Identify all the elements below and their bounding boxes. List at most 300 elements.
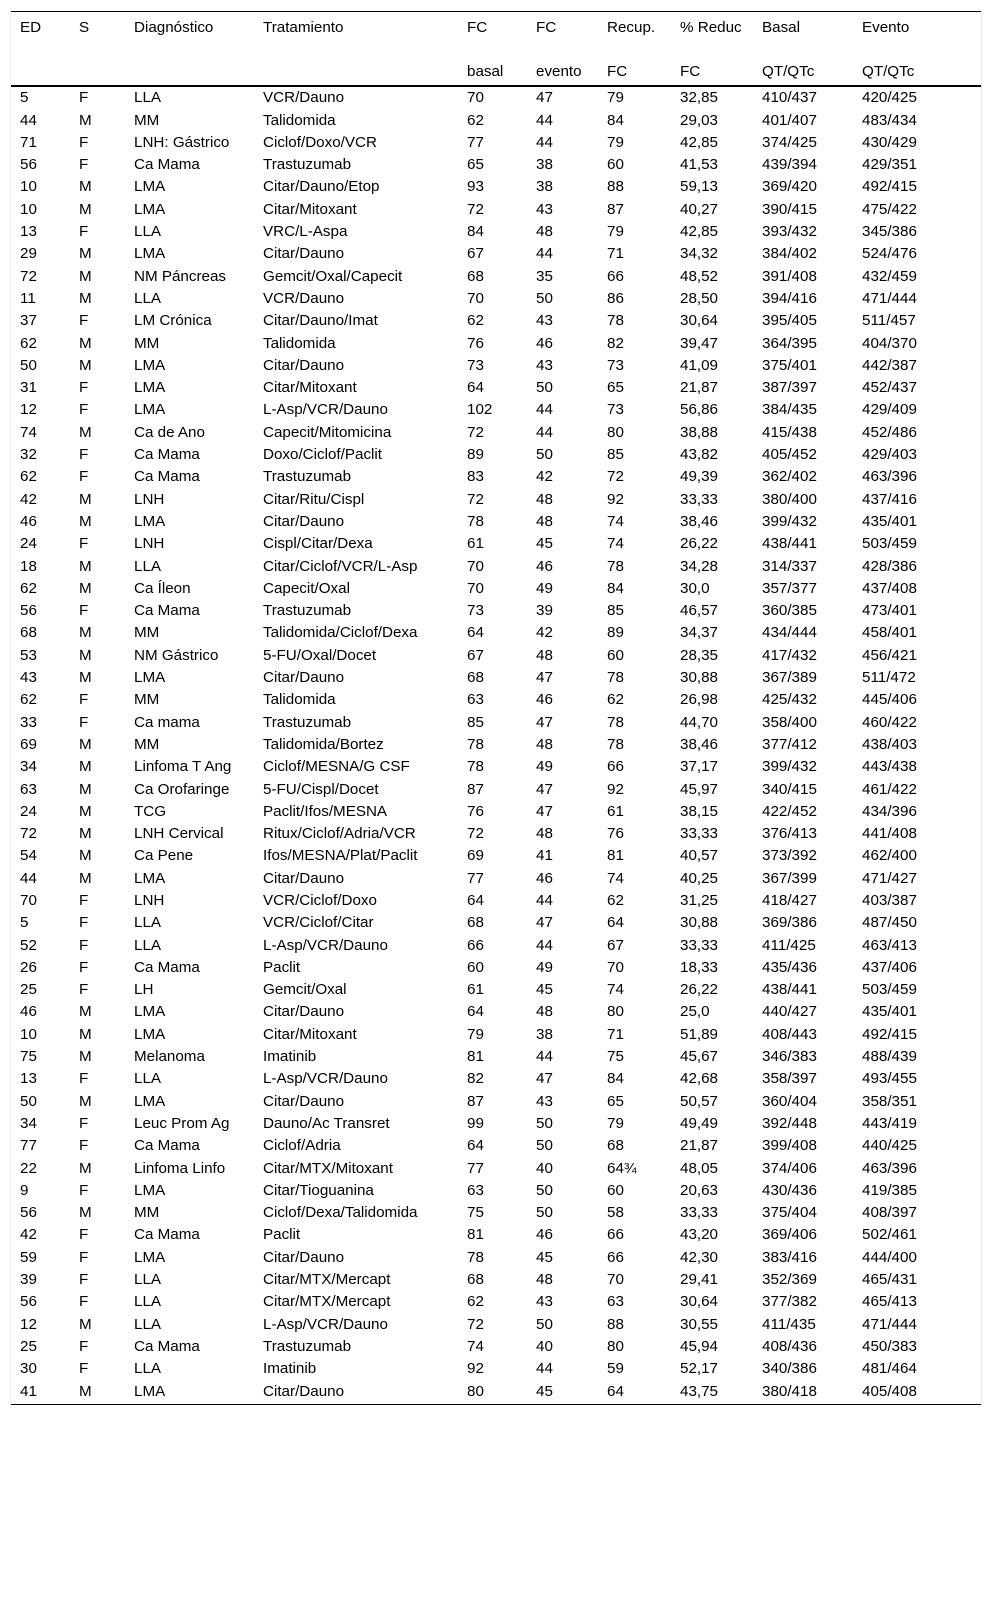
cell-sex: F [79, 1293, 89, 1311]
column-header-age: ED [11, 12, 70, 59]
table-row [11, 333, 981, 355]
cell-qt-event: 488/439 [862, 1048, 917, 1066]
cell-treatment: Citar/Ciclof/VCR/L-Asp [263, 557, 418, 575]
cell-age: 72 [20, 825, 37, 843]
cell-hr-event: 43 [536, 1092, 553, 1110]
cell-sex: F [79, 602, 89, 620]
cell-hr-reduction: 33,33 [680, 936, 719, 954]
cell-diagnosis: LLA [134, 89, 162, 107]
table-row [11, 845, 981, 867]
cell-hr-recovery: 85 [607, 602, 624, 620]
cell-hr-basal: 63 [467, 1181, 484, 1199]
cell-qt-basal: 438/441 [762, 981, 817, 999]
cell-sex: M [79, 1048, 92, 1066]
cell-age: 37 [20, 312, 37, 330]
cell-treatment: Citar/MTX/Mercapt [263, 1293, 391, 1311]
cell-hr-reduction: 41,09 [680, 356, 719, 374]
cell-diagnosis: LLA [134, 1360, 162, 1378]
cell-qt-event: 462/400 [862, 847, 917, 865]
cell-hr-recovery: 73 [607, 401, 624, 419]
cell-diagnosis: MM [134, 111, 160, 129]
cell-hr-reduction: 38,46 [680, 735, 719, 753]
cell-qt-event: 442/387 [862, 356, 917, 374]
cell-hr-event: 50 [536, 1181, 553, 1199]
table-row [11, 310, 981, 332]
table-body [11, 86, 981, 1404]
cell-hr-basal: 70 [467, 89, 484, 107]
cell-hr-basal: 62 [467, 111, 484, 129]
cell-age: 22 [20, 1159, 37, 1177]
cell-age: 29 [20, 245, 37, 263]
cell-age: 46 [20, 512, 37, 530]
cell-sex: M [79, 646, 92, 664]
cell-qt-basal: 391/408 [762, 267, 817, 285]
cell-hr-reduction: 31,25 [680, 891, 719, 909]
cell-qt-event: 432/459 [862, 267, 917, 285]
cell-diagnosis: MM [134, 691, 160, 709]
cell-diagnosis: LMA [134, 869, 166, 887]
cell-hr-reduction: 20,63 [680, 1181, 719, 1199]
cell-age: 74 [20, 423, 37, 441]
cell-hr-recovery: 74 [607, 512, 624, 530]
cell-sex: M [79, 423, 92, 441]
cell-treatment: VCR/Ciclof/Citar [263, 914, 374, 932]
cell-hr-basal: 62 [467, 1293, 484, 1311]
cell-hr-recovery: 80 [607, 1003, 624, 1021]
cell-diagnosis: LMA [125, 1381, 254, 1405]
cell-age: 5 [20, 914, 29, 932]
cell-sex: M [79, 557, 92, 575]
cell-diagnosis: Ca Mama [134, 1137, 200, 1155]
cell-qt-basal: 357/377 [762, 579, 817, 597]
cell-sex: F [79, 958, 89, 976]
cell-hr-recovery: 74 [607, 869, 624, 887]
cell-hr-basal: 92 [467, 1360, 484, 1378]
cell-treatment: Trastuzumab [263, 1337, 352, 1355]
cell-qt-event: 419/385 [862, 1181, 917, 1199]
cell-treatment: VCR/Dauno [263, 289, 345, 307]
cell-diagnosis: Ca Mama [134, 958, 200, 976]
cell-hr-basal: 68 [467, 267, 484, 285]
table-row [11, 645, 981, 667]
cell-age: 56 [20, 1204, 37, 1222]
cell-hr-recovery: 84 [607, 579, 624, 597]
cell-sex: M [79, 1092, 92, 1110]
cell-qt-basal: 399/408 [762, 1137, 817, 1155]
patient-data-table [11, 11, 981, 1405]
cell-hr-event: 43 [536, 1293, 553, 1311]
cell-diagnosis: NM Páncreas [134, 267, 227, 285]
cell-qt-event: 460/422 [862, 713, 917, 731]
cell-hr-basal: 61 [467, 981, 484, 999]
cell-qt-event: 438/403 [862, 735, 917, 753]
table-row [11, 1135, 981, 1157]
cell-sex: M [79, 245, 92, 263]
cell-sex: F [79, 535, 89, 553]
cell-diagnosis: Melanoma [134, 1048, 205, 1066]
cell-hr-basal: 78 [467, 512, 484, 530]
cell-qt-event: 503/459 [862, 535, 917, 553]
table-row [11, 957, 981, 979]
cell-qt-event: 403/387 [862, 891, 917, 909]
cell-age: 59 [20, 1248, 37, 1266]
cell-sex: M [79, 735, 92, 753]
cell-qt-event: 405/408 [853, 1381, 981, 1405]
table-row [11, 444, 981, 466]
cell-age: 18 [20, 557, 37, 575]
cell-hr-reduction: 29,41 [680, 1271, 719, 1289]
cell-qt-event: 437/406 [862, 958, 917, 976]
data-table-frame [10, 11, 982, 1405]
cell-hr-event: 48 [536, 490, 553, 508]
cell-qt-event: 463/413 [862, 936, 917, 954]
cell-age: 63 [20, 780, 37, 798]
cell-diagnosis: Ca Íleon [134, 579, 191, 597]
cell-qt-event: 471/427 [862, 869, 917, 887]
table-row [11, 1113, 981, 1135]
cell-hr-reduction: 30,88 [680, 914, 719, 932]
cell-hr-reduction: 26,98 [680, 691, 719, 709]
table-row [11, 110, 981, 132]
column-subheader-hr-recovery: FC [598, 58, 671, 86]
cell-sex: M [79, 490, 92, 508]
cell-hr-recovery: 78 [607, 713, 624, 731]
cell-hr-event: 44 [536, 891, 553, 909]
cell-qt-basal: 393/432 [762, 223, 817, 241]
cell-hr-event: 43 [536, 200, 553, 218]
cell-qt-basal: 399/432 [762, 512, 817, 530]
cell-hr-basal: 77 [467, 869, 484, 887]
cell-hr-recovery: 64 [607, 914, 624, 932]
cell-diagnosis: Ca Mama [134, 468, 200, 486]
table-row [11, 1091, 981, 1113]
cell-treatment: Citar/Mitoxant [263, 200, 357, 218]
cell-treatment: Citar/Dauno [263, 245, 345, 263]
cell-sex: M [79, 1159, 92, 1177]
cell-qt-event: 443/438 [862, 758, 917, 776]
column-header-diagnosis: Diagnóstico [125, 12, 254, 59]
cell-qt-event: 445/406 [862, 691, 917, 709]
cell-hr-basal: 89 [467, 446, 484, 464]
cell-hr-recovery: 88 [607, 178, 624, 196]
column-subheader-hr-event: evento [527, 58, 598, 86]
cell-hr-event: 45 [527, 1381, 598, 1405]
cell-age: 62 [20, 468, 37, 486]
cell-hr-basal: 64 [467, 1137, 484, 1155]
cell-hr-event: 48 [536, 512, 553, 530]
cell-qt-event: 475/422 [862, 200, 917, 218]
cell-hr-basal: 60 [467, 958, 484, 976]
cell-age: 71 [20, 133, 37, 151]
cell-qt-event: 429/351 [862, 156, 917, 174]
cell-hr-basal: 102 [467, 401, 493, 419]
cell-treatment: Cispl/Citar/Dexa [263, 535, 373, 553]
cell-hr-event: 35 [536, 267, 553, 285]
cell-sex: F [79, 1114, 89, 1132]
cell-sex: M [79, 669, 92, 687]
cell-hr-recovery: 76 [607, 825, 624, 843]
cell-treatment: Gemcit/Oxal [263, 981, 347, 999]
cell-hr-basal: 64 [467, 891, 484, 909]
column-subheader-qt-event: QT/QTc [853, 58, 981, 86]
cell-hr-reduction: 51,89 [680, 1025, 719, 1043]
cell-qt-basal: 376/413 [762, 825, 817, 843]
cell-qt-event: 481/464 [862, 1360, 917, 1378]
cell-age: 72 [20, 267, 37, 285]
table-row [11, 1381, 981, 1405]
cell-hr-basal: 78 [467, 758, 484, 776]
cell-hr-event: 47 [536, 669, 553, 687]
cell-treatment: Dauno/Ac Transret [263, 1114, 390, 1132]
table-row [11, 377, 981, 399]
cell-treatment: L-Asp/VCR/Dauno [263, 1070, 388, 1088]
cell-hr-event: 40 [536, 1159, 553, 1177]
cell-sex: M [79, 1204, 92, 1222]
cell-diagnosis: LMA [134, 245, 166, 263]
cell-sex: F [79, 1137, 89, 1155]
cell-diagnosis: NM Gástrico [134, 646, 219, 664]
cell-age: 62 [20, 579, 37, 597]
cell-hr-recovery: 92 [607, 490, 624, 508]
cell-qt-basal: 360/385 [762, 602, 817, 620]
cell-treatment: Citar/Dauno [263, 869, 345, 887]
cell-qt-basal: 369/386 [762, 914, 817, 932]
cell-hr-reduction: 40,25 [680, 869, 719, 887]
table-row [11, 1291, 981, 1313]
cell-qt-event: 502/461 [862, 1226, 917, 1244]
cell-qt-event: 345/386 [862, 223, 917, 241]
cell-age: 50 [20, 356, 37, 374]
cell-hr-basal: 80 [458, 1381, 527, 1405]
cell-qt-event: 456/421 [862, 646, 917, 664]
cell-hr-basal: 63 [467, 691, 484, 709]
cell-qt-basal: 373/392 [762, 847, 817, 865]
cell-age: 34 [20, 758, 37, 776]
cell-hr-recovery: 84 [607, 1070, 624, 1088]
table-row [11, 1001, 981, 1023]
cell-qt-basal: 383/416 [762, 1248, 817, 1266]
cell-hr-reduction: 34,32 [680, 245, 719, 263]
cell-qt-basal: 340/386 [762, 1360, 817, 1378]
cell-hr-event: 42 [536, 624, 553, 642]
cell-qt-basal: 394/416 [762, 289, 817, 307]
cell-hr-recovery: 58 [607, 1204, 624, 1222]
cell-hr-recovery: 60 [607, 646, 624, 664]
cell-hr-reduction: 38,46 [680, 512, 719, 530]
cell-hr-event: 42 [536, 468, 553, 486]
cell-hr-basal: 93 [467, 178, 484, 196]
cell-qt-event: 465/413 [862, 1293, 917, 1311]
cell-hr-recovery: 86 [607, 289, 624, 307]
cell-diagnosis: Ca Mama [134, 156, 200, 174]
cell-diagnosis: TCG [134, 802, 167, 820]
cell-qt-basal: 377/382 [762, 1293, 817, 1311]
cell-treatment: Trastuzumab [263, 602, 352, 620]
cell-hr-recovery: 67 [607, 936, 624, 954]
cell-sex: F [79, 1360, 89, 1378]
cell-treatment: Capecit/Mitomicina [263, 423, 392, 441]
cell-qt-basal: 369/406 [762, 1226, 817, 1244]
cell-qt-event: 492/415 [862, 178, 917, 196]
cell-age: 62 [20, 691, 37, 709]
header-row-2 [11, 58, 981, 86]
cell-sex: M [79, 1315, 92, 1333]
table-row [11, 132, 981, 154]
cell-age: 10 [20, 200, 37, 218]
cell-hr-recovery: 92 [607, 780, 624, 798]
cell-qt-event: 452/486 [862, 423, 917, 441]
cell-qt-event: 511/472 [862, 669, 916, 687]
cell-hr-reduction: 49,49 [680, 1114, 719, 1132]
cell-qt-basal: 417/432 [762, 646, 817, 664]
cell-hr-recovery: 81 [607, 847, 624, 865]
cell-age: 33 [20, 713, 37, 731]
cell-hr-reduction: 28,50 [680, 289, 719, 307]
cell-diagnosis: Linfoma T Ang [134, 758, 232, 776]
cell-qt-event: 435/401 [862, 1003, 917, 1021]
cell-diagnosis: LMA [134, 356, 166, 374]
cell-hr-event: 44 [536, 1048, 553, 1066]
cell-age: 41 [11, 1381, 70, 1405]
cell-qt-basal: 395/405 [762, 312, 817, 330]
cell-hr-recovery: 71 [607, 245, 624, 263]
cell-qt-event: 408/397 [862, 1204, 917, 1222]
header-row-1 [11, 12, 981, 59]
cell-qt-basal: 380/400 [762, 490, 817, 508]
cell-diagnosis: MM [134, 624, 160, 642]
cell-hr-reduction: 26,22 [680, 981, 719, 999]
cell-hr-event: 44 [536, 111, 553, 129]
cell-sex: M [79, 1003, 92, 1021]
cell-treatment: Ciclof/Doxo/VCR [263, 133, 377, 151]
cell-treatment: VCR/Dauno [263, 89, 345, 107]
table-row [11, 221, 981, 243]
table-row [11, 86, 981, 109]
cell-hr-event: 43 [536, 312, 553, 330]
cell-hr-reduction: 30,88 [680, 669, 719, 687]
cell-hr-event: 48 [536, 646, 553, 664]
cell-diagnosis: LLA [134, 1070, 162, 1088]
cell-hr-reduction: 43,20 [680, 1226, 719, 1244]
cell-qt-event: 404/370 [862, 334, 917, 352]
cell-hr-recovery: 82 [607, 334, 624, 352]
cell-diagnosis: LM Crónica [134, 312, 212, 330]
table-row [11, 1068, 981, 1090]
table-row [11, 689, 981, 711]
cell-qt-basal: 401/407 [762, 111, 817, 129]
table-row [11, 1358, 981, 1380]
cell-hr-basal: 87 [467, 1092, 484, 1110]
cell-hr-basal: 64 [467, 1003, 484, 1021]
cell-hr-basal: 64 [467, 379, 484, 397]
cell-hr-recovery: 61 [607, 802, 624, 820]
cell-qt-event: 443/419 [862, 1114, 917, 1132]
cell-sex: M [79, 624, 92, 642]
cell-hr-recovery: 64 [598, 1381, 671, 1405]
cell-hr-event: 45 [536, 1248, 553, 1266]
cell-age: 13 [20, 223, 37, 241]
cell-hr-reduction: 21,87 [680, 379, 719, 397]
cell-age: 42 [20, 490, 37, 508]
cell-hr-event: 49 [536, 958, 553, 976]
column-header-qt-event: Evento [853, 12, 981, 59]
cell-hr-event: 50 [536, 446, 553, 464]
cell-sex: M [79, 869, 92, 887]
column-subheader-age [11, 58, 70, 86]
table-row [11, 422, 981, 444]
cell-hr-recovery: 78 [607, 312, 624, 330]
cell-treatment: Ritux/Ciclof/Adria/VCR [263, 825, 416, 843]
cell-treatment: Ifos/MESNA/Plat/Paclit [263, 847, 418, 865]
cell-hr-event: 46 [536, 557, 553, 575]
cell-hr-reduction: 52,17 [680, 1360, 719, 1378]
cell-qt-basal: 392/448 [762, 1114, 817, 1132]
cell-treatment: Talidomida/Bortez [263, 735, 384, 753]
cell-age: 12 [20, 401, 37, 419]
cell-diagnosis: LMA [134, 1003, 166, 1021]
cell-treatment: Gemcit/Oxal/Capecit [263, 267, 403, 285]
cell-qt-event: 428/386 [862, 557, 917, 575]
cell-hr-reduction: 25,0 [680, 1003, 710, 1021]
table-row [11, 734, 981, 756]
cell-hr-basal: 75 [467, 1204, 484, 1222]
cell-sex: F [79, 914, 89, 932]
cell-hr-recovery: 62 [607, 691, 624, 709]
cell-hr-recovery: 79 [607, 1114, 624, 1132]
cell-treatment: Doxo/Ciclof/Paclit [263, 446, 383, 464]
cell-qt-event: 492/415 [862, 1025, 917, 1043]
cell-age: 32 [20, 446, 37, 464]
cell-hr-reduction: 37,17 [680, 758, 719, 776]
cell-treatment: Citar/Dauno [263, 669, 345, 687]
cell-hr-recovery: 68 [607, 1137, 624, 1155]
cell-hr-reduction: 42,85 [680, 133, 719, 151]
table-row [11, 1202, 981, 1224]
cell-hr-event: 50 [536, 1204, 553, 1222]
cell-hr-event: 47 [536, 780, 553, 798]
cell-diagnosis: MM [134, 735, 160, 753]
cell-hr-reduction: 49,39 [680, 468, 719, 486]
table-row [11, 979, 981, 1001]
cell-sex: F [79, 468, 89, 486]
cell-treatment: 5-FU/Cispl/Docet [263, 780, 379, 798]
cell-hr-event: 38 [536, 156, 553, 174]
cell-sex: M [79, 780, 92, 798]
cell-hr-event: 48 [536, 223, 553, 241]
cell-hr-event: 48 [536, 1271, 553, 1289]
cell-treatment: Citar/Dauno [254, 1381, 458, 1405]
cell-treatment: Citar/Dauno/Etop [263, 178, 380, 196]
cell-qt-basal: 384/435 [762, 401, 817, 419]
cell-qt-basal: 362/402 [762, 468, 817, 486]
cell-hr-recovery: 59 [607, 1360, 624, 1378]
cell-hr-reduction: 28,35 [680, 646, 719, 664]
cell-hr-reduction: 41,53 [680, 156, 719, 174]
column-header-sex: S [70, 12, 125, 59]
cell-hr-basal: 87 [467, 780, 484, 798]
cell-treatment: Citar/Dauno [263, 1092, 345, 1110]
cell-age: 25 [20, 981, 37, 999]
cell-sex: F [79, 1226, 89, 1244]
cell-qt-event: 437/408 [862, 579, 917, 597]
cell-qt-event: 434/396 [862, 802, 917, 820]
cell-hr-reduction: 45,67 [680, 1048, 719, 1066]
table-row [11, 868, 981, 890]
cell-hr-recovery: 79 [607, 89, 624, 107]
cell-hr-recovery: 75 [607, 1048, 624, 1066]
cell-hr-reduction: 33,33 [680, 490, 719, 508]
column-header-qt-basal: Basal [753, 12, 853, 59]
